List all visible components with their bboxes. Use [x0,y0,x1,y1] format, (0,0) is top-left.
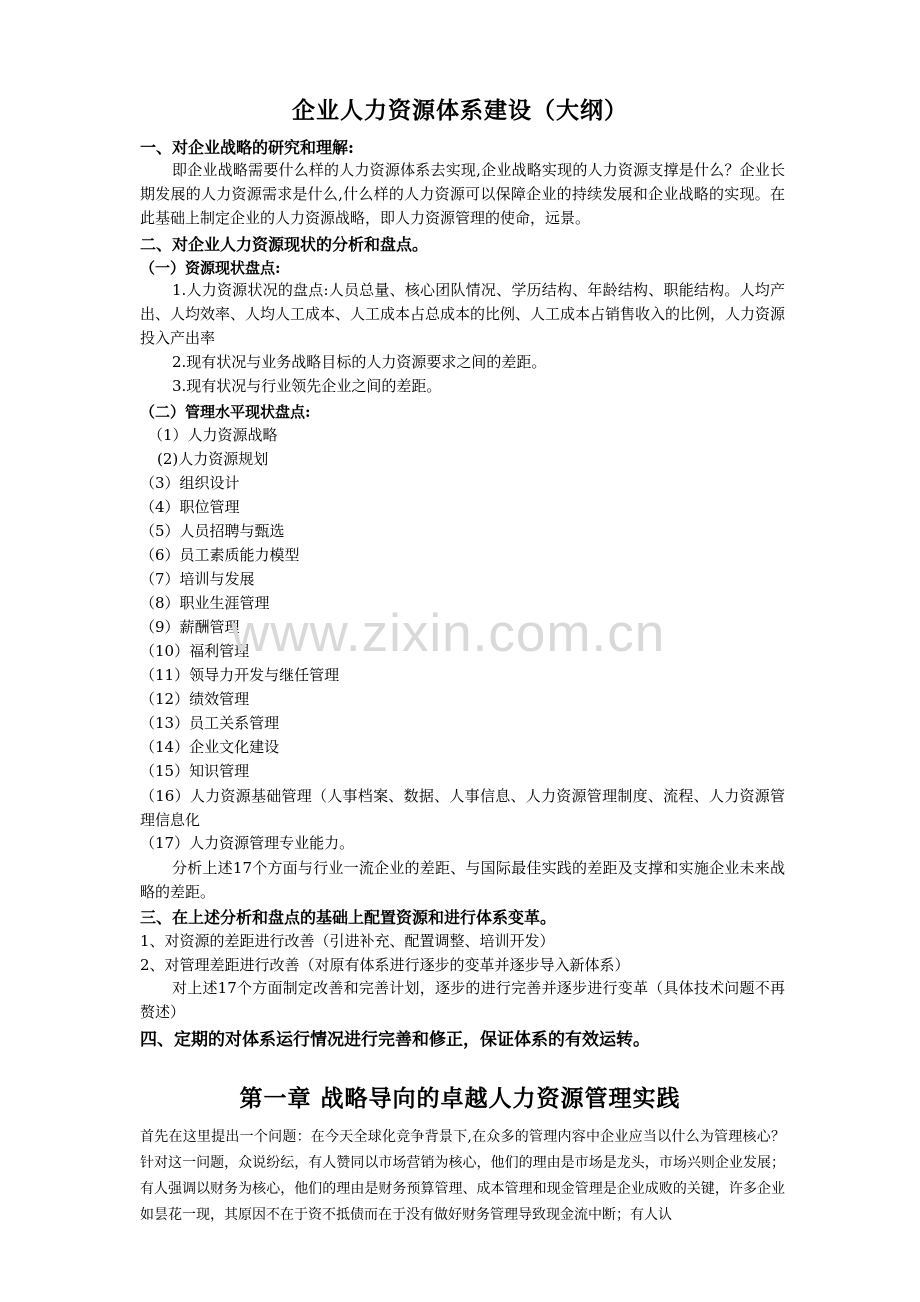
list-item: （9）薪酬管理 [140,618,240,636]
section-3-heading: 三、在上述分析和盘点的基础上配置资源和进行体系变革。 [140,908,557,927]
list-item-17: （17）人力资源管理专业能力。 [140,834,355,852]
chapter-body: 首先在这里提出一个问题：在今天全球化竞争背景下,在众多的管理内容中企业应当以什么为管理核心？针对这一问题，众说纷纭，有人赞同以市场营销为核心，他们的理由是市场是龙头，市场兴则企业发展；有人强调以财务为核心，他们的理由是财务预算管理、成本管理和现金管理是企业成败的关键，许多企业如昙花一现，其原因不在于资不抵债而在于没有做好财务管理导致现金流中断；有人认 [140,1129,785,1223]
list-item: （8）职业生涯管理 [140,594,270,612]
list-item-16: （16）人力资源基础管理（人事档案、数据、人事信息、人力资源管理制度、流程、人力资源管理信息化 [140,787,785,829]
list-item: （14）企业文化建设 [140,738,280,756]
list-item: （10）福利管理 [140,642,250,660]
list-item: （11）领导力开发与继任管理 [140,666,340,684]
list-item: （7）培训与发展 [140,570,255,588]
section-2-sub1-heading: （一）资源现状盘点: [140,259,281,277]
list-item: （5）人员招聘与甄选 [140,522,285,540]
list-item: （13）员工关系管理 [140,714,280,732]
list-item: （12）绩效管理 [140,690,250,708]
list-item: (2)人力资源规划 [157,450,269,468]
section-2-summary: 分析上述17个方面与行业一流企业的差距、与国际最佳实践的差距及支撑和实施企业未来战略的差距。 [140,859,785,901]
section-1-heading: 一、对企业战略的研究和理解: [140,138,354,157]
section-2-sub1-item2: 2.现有状况与业务战略目标的人力资源要求之间的差距。 [172,353,547,371]
chapter-title: 第一章 战略导向的卓越人力资源管理实践 [239,1085,681,1112]
list-item: （4）职位管理 [140,498,240,516]
section-3-body: 对上述17个方面制定改善和完善计划，逐步的进行完善并逐步进行变革（具体技术问题不再赘述） [140,979,785,1021]
watermark: www.zixin.com.cn [231,604,666,663]
list-item: （1）人力资源战略 [148,426,278,444]
list-item: （6）员工素质能力模型 [140,546,300,564]
section-4-heading: 四、定期的对体系运行情况进行完善和修正，保证体系的有效运转。 [140,1030,650,1050]
section-3-item2: 2、对管理差距进行改善（对原有体系进行逐步的变革并逐步导入新体系） [140,956,630,974]
section-2-sub1-item3: 3.现有状况与行业领先企业之间的差距。 [172,377,442,395]
section-2-sub2-heading: （二）管理水平现状盘点: [140,403,311,421]
section-1-body: 即企业战略需要什么样的人力资源体系去实现,企业战略实现的人力资源支撑是什么？企业长期发展的人力资源需求是什么,什么样的人力资源可以保障企业的持续发展和企业战略的实现。在此基础上制定企业的人力资源战略，即人力资源管理的使命，远景。 [140,161,785,227]
section-2-heading: 二、对企业人力资源现状的分析和盘点。 [140,235,429,254]
section-3-item1: 1、对资源的差距进行改善（引进补充、配置调整、培训开发） [140,932,555,950]
list-item: （15）知识管理 [140,762,250,780]
document-title: 企业人力资源体系建设（大纲） [292,97,628,124]
section-2-sub1-item1: 1.人力资源状况的盘点:人员总量、核心团队情况、学历结构、年龄结构、职能结构。人均产出、人均效率、人均人工成本、人工成本占总成本的比例、人工成本占销售收入的比例，人力资源投入产出率 [140,281,786,347]
list-item: （3）组织设计 [140,474,240,492]
